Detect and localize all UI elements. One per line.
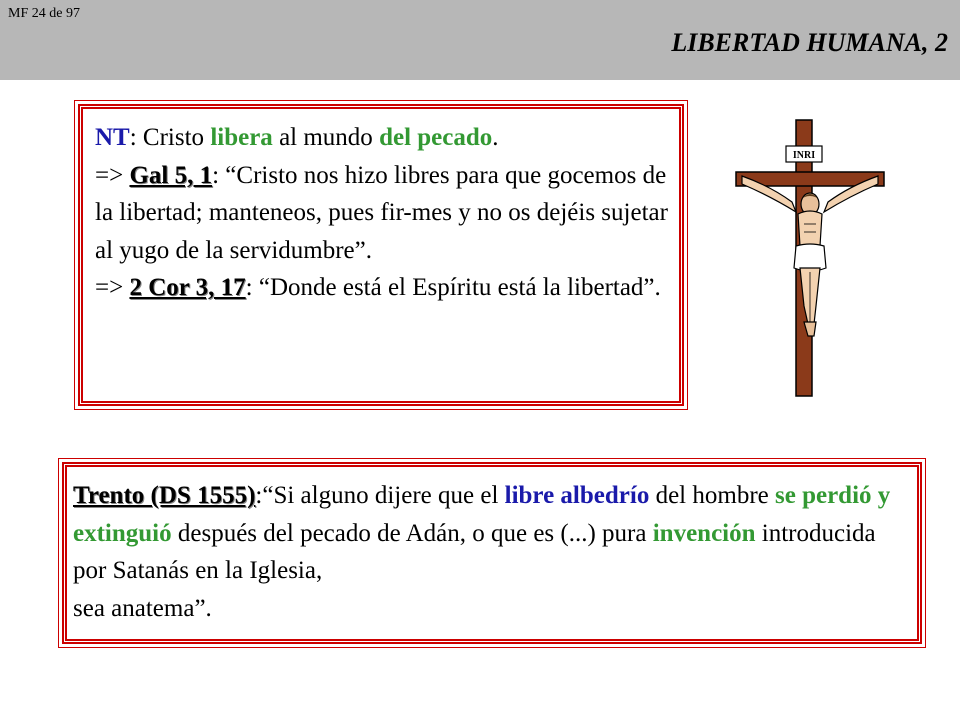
gal-quote: : “Cristo nos hizo libres para que gocemos de la libertad; manteneos, pues fir-mes y no os dejéis sujetar al yugo de la servidumbre”. [95,161,668,264]
anatema-line: sea anatema”. [73,594,212,622]
trento-text: Trento (DS 1555):“Si alguno dijere que el libre albedrío del hombre se perdió y extinguió después del pecado de Adán, o que es (...) pura invención introducida por Satanás en la Iglesia, sea anatema”. [73,482,891,622]
slide-number: MF 24 de 97 [8,6,80,21]
gal-reference: Gal 5, 1 [129,161,213,189]
nt-label: NT [95,124,130,151]
invencion-word: invención [652,519,756,547]
inri-inscription: INRI [792,150,816,161]
nt-text: NT: Cristo libera al mundo del pecado. => Gal 5, 1: “Cristo nos hizo libres para que gocemos de la libertad; manteneos, pues fir-mes y no os dejéis sujetar al yugo de la servidumbre”. => 2 Cor 3, 17: “Donde está el Espíritu está la libertad”. [95,124,668,301]
slide-title: LIBERTAD HUMANA, 2 [671,28,948,57]
trento-reference: Trento (DS 1555) [73,482,256,509]
se-perdio-phrase: se perdió y extinguió [73,482,891,547]
libre-albedrio-phrase: libre albedrío [504,482,650,509]
cor-reference: 2 Cor 3, 17 [129,274,246,301]
header-bar [0,0,960,80]
del-pecado-phrase: del pecado [379,124,493,151]
cor-quote: : “Donde está el Espíritu está la libertad”. [245,274,661,301]
trento-text-box [62,462,922,644]
libera-word: libera [210,124,273,151]
nt-text-box [78,104,684,406]
crucifix-icon [730,116,890,400]
